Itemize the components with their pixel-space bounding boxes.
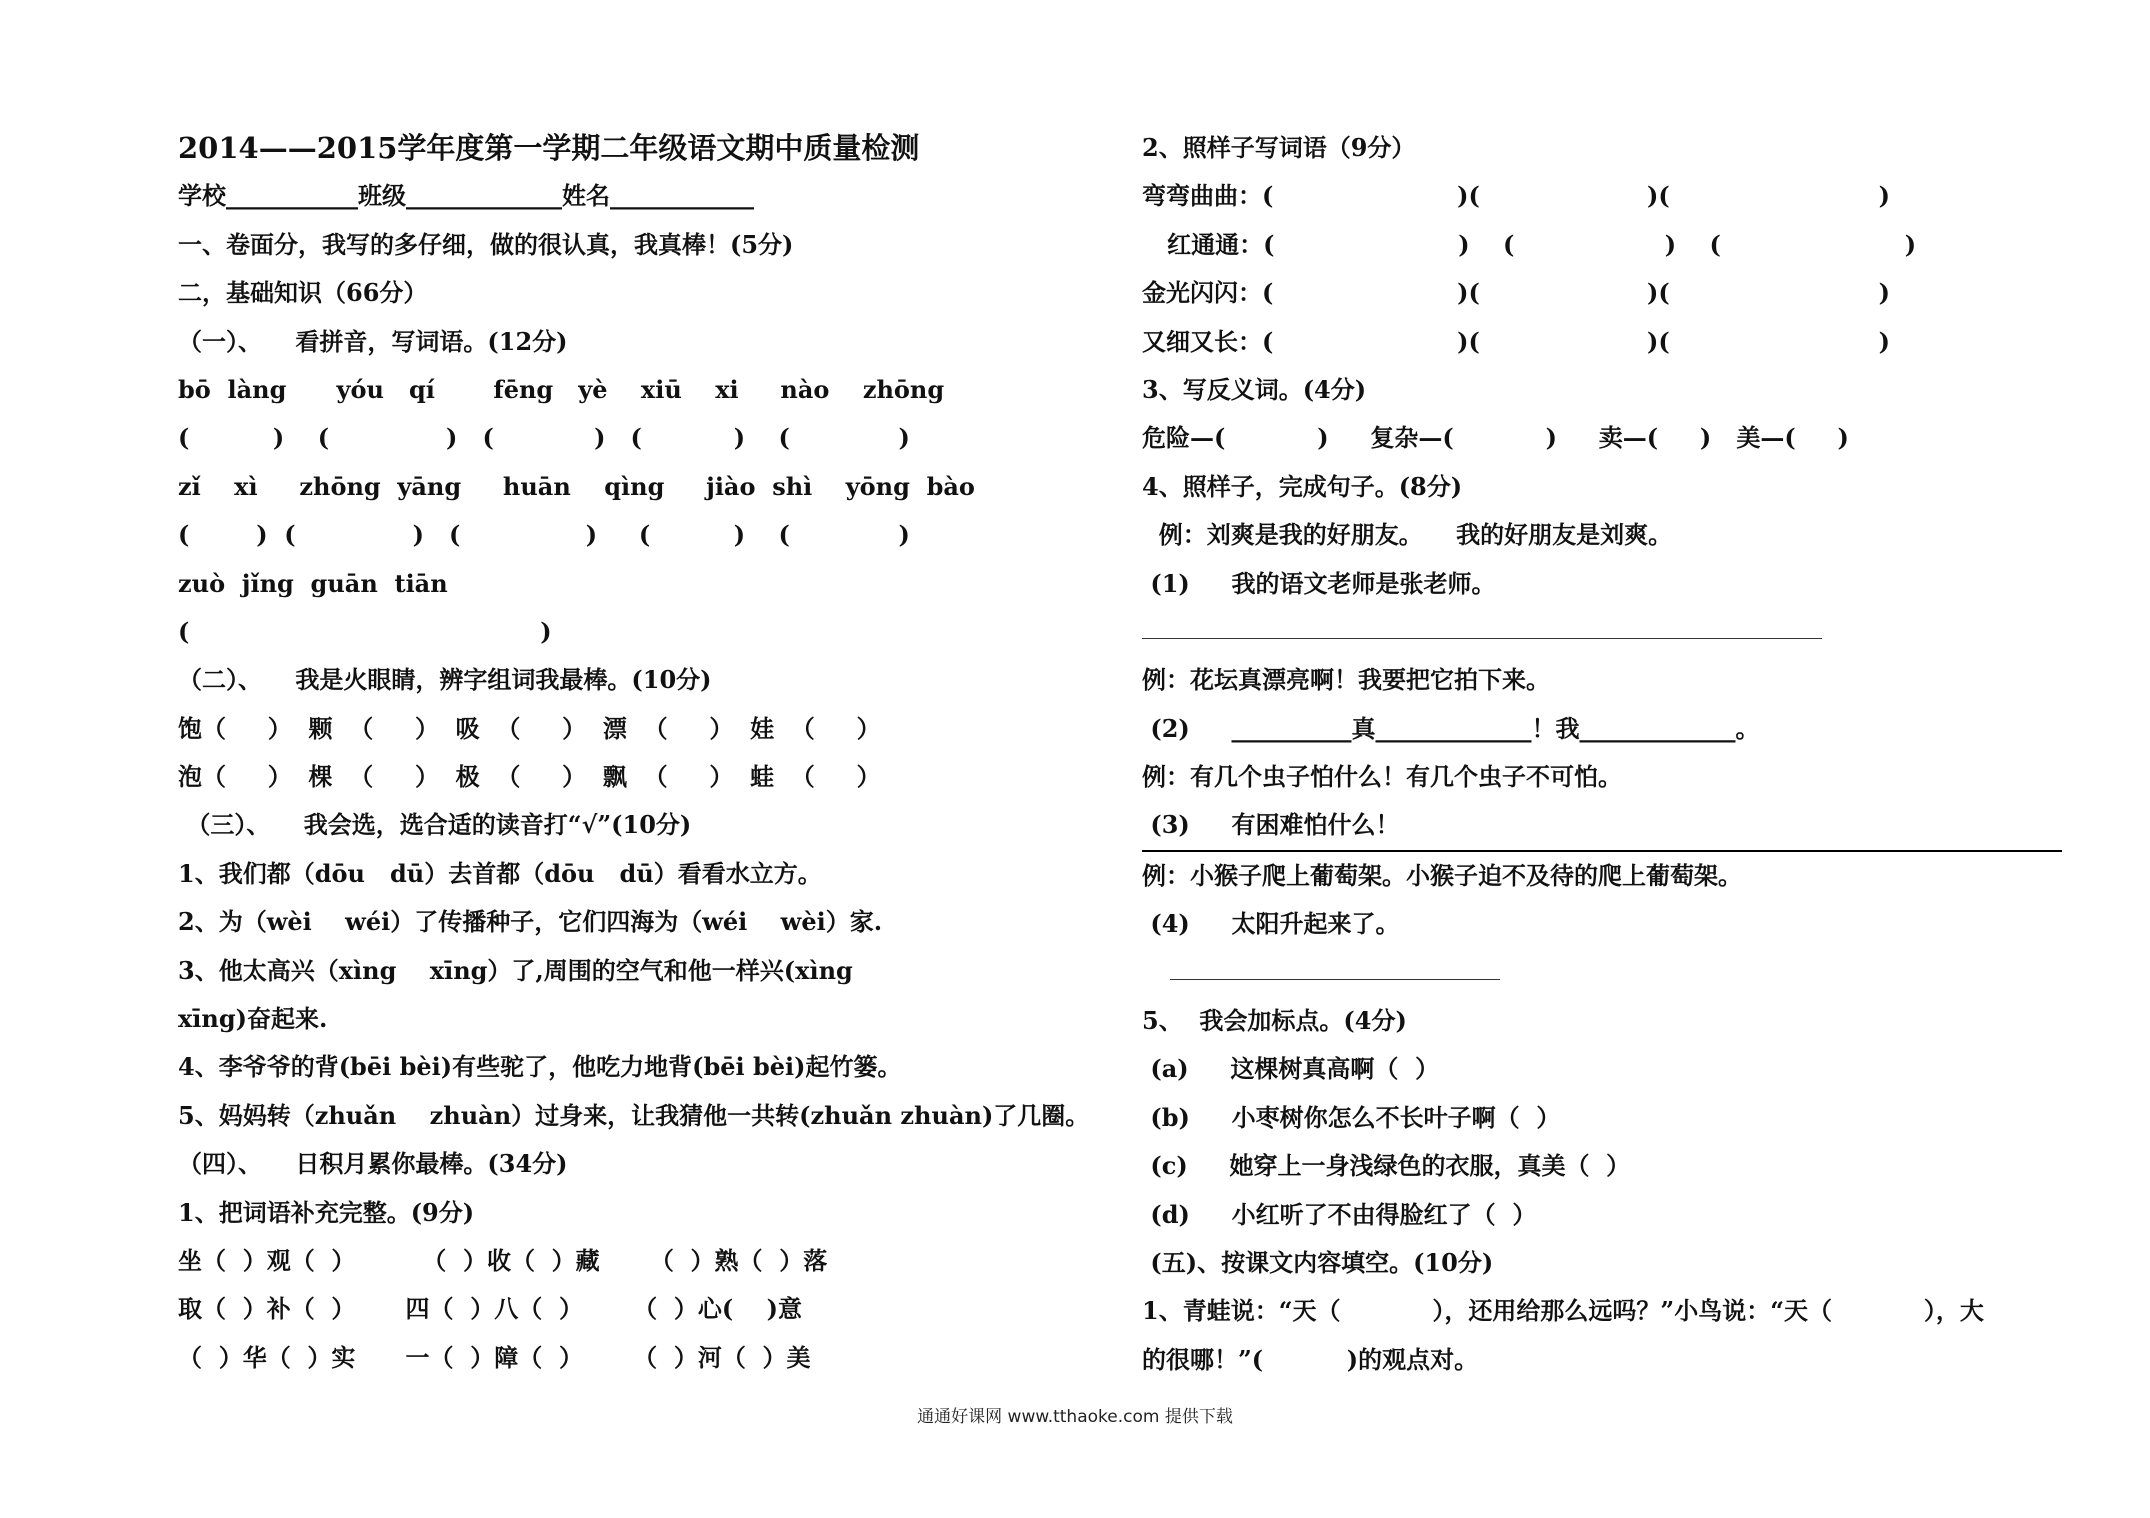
pinyin-row-2: zǐ xì zhōng yāng huān qìng jiào shì yōng bào	[178, 471, 975, 501]
antonym-row: 危险—( ) 复杂—( ) 卖—( ) 美—( )	[1142, 423, 1849, 453]
word-pattern-row-2: 红通通：( ) ( ) ( )	[1142, 229, 1917, 259]
sentence-q4: (4) 太阳升起来了。	[1142, 909, 1400, 939]
pronunciation-q5: 5、妈妈转（zhuǎn zhuàn）过身来，让我猜他一共转(zhuǎn zhuàn)了几圈。	[178, 1100, 1090, 1130]
footer-credit: 通通好课网 www.tthaoke.com 提供下载	[917, 1407, 1233, 1427]
punctuation-a: (a) 这棵树真高啊（ ）	[1142, 1054, 1440, 1084]
section-2-heading: 二，基础知识（66分）	[178, 278, 428, 308]
sentence-q1: (1) 我的语文老师是张老师。	[1142, 568, 1496, 598]
pronunciation-q2: 2、为（wèi wéi）了传播种子，它们四海为（wéi wèi）家.	[178, 907, 883, 937]
sentence-q2: (2) __________真_____________！我_____________。	[1142, 713, 1760, 743]
word-pattern-row-1: 弯弯曲曲：( )( )( )	[1142, 181, 1890, 211]
pronunciation-q3: 3、他太高兴（xìng xīng）了,周围的空气和他一样兴(xìng	[178, 955, 853, 985]
antonym-heading: 3、写反义词。(4分)	[1142, 374, 1367, 404]
word-pattern-row-4: 又细又长：( )( )( )	[1142, 326, 1890, 356]
char-group-row-1: 饱（ ） 颗 （ ） 吸 （ ） 漂 （ ） 娃 （ ）	[178, 713, 881, 743]
pinyin-row-1: bō làng yóu qí fēng yè xiū xi nào zhōng	[178, 374, 945, 404]
sentence-heading: 4、照样子，完成句子。(8分)	[1142, 471, 1463, 501]
exam-title: 2014——2015学年度第一学期二年级语文期中质量检测	[178, 131, 920, 165]
idiom-row-3: （ ）华（ ）实 一（ ）障（ ） （ ）河（ ）美	[178, 1342, 811, 1372]
part-2-heading: （二）、 我是火眼睛，辨字组词我最棒。(10分)	[178, 665, 712, 695]
section-1-heading: 一、卷面分，我写的多仔细，做的很认真，我真棒！(5分)	[178, 229, 794, 259]
char-group-row-2: 泡（ ） 棵 （ ） 极 （ ） 飘 （ ） 蛙 （ ）	[178, 762, 881, 792]
fill-in-q1: 1、青蛙说：“天（ ），还用给那么远吗？”小鸟说：“天（ ），大	[1142, 1296, 1984, 1326]
answer-blanks-row-1: ( ) ( ) ( ) ( ) ( )	[178, 423, 910, 453]
punctuation-heading: 5、 我会加标点。(4分)	[1142, 1006, 1407, 1036]
word-pattern-heading: 2、照样子写词语（9分）	[1142, 133, 1416, 162]
sentence-example-3: 例：有几个虫子怕什么！有几个虫子不可怕。	[1142, 762, 1622, 792]
right-column	[1142, 124, 2062, 1384]
idiom-row-1: 坐（ ）观（ ） （ ）收（ ）藏 （ ）熟（ ）落	[178, 1245, 828, 1275]
fill-in-q1-cont: 的很哪！”( )的观点对。	[1142, 1344, 1479, 1374]
sentence-example-2: 例：花坛真漂亮啊！我要把它拍下来。	[1142, 665, 1550, 695]
answer-blanks-row-3: ( )	[178, 616, 552, 646]
answer-line-q4	[1142, 949, 2062, 997]
sentence-example-4: 例：小猴子爬上葡萄架。小猴子迫不及待的爬上葡萄架。	[1142, 860, 1742, 890]
punctuation-c: (c) 她穿上一身浅绿色的衣服，真美（ ）	[1142, 1151, 1631, 1181]
idiom-row-2: 取（ ）补（ ） 四（ ）八（ ） （ ）心( )意	[178, 1294, 802, 1324]
pronunciation-q1: 1、我们都（dōu dū）去首都（dōu dū）看看水立方。	[178, 858, 822, 888]
student-info-line: 学校___________班级_____________姓名____________	[178, 181, 754, 211]
pronunciation-q3-cont: xīng)奋起来.	[178, 1004, 328, 1034]
sentence-example-1: 例：刘爽是我的好朋友。 我的好朋友是刘爽。	[1142, 520, 1673, 550]
answer-blanks-row-2: ( ) ( ) ( ) ( ) ( )	[178, 520, 910, 550]
punctuation-d: (d) 小红听了不由得脸红了（ ）	[1142, 1199, 1537, 1229]
part-1-heading: （一）、 看拼音，写词语。(12分)	[178, 326, 568, 356]
word-pattern-row-3: 金光闪闪：( )( )( )	[1142, 278, 1890, 308]
answer-line-q1	[1142, 608, 2062, 656]
part-5-heading: (五)、按课文内容填空。(10分)	[1142, 1247, 1494, 1277]
idiom-question-heading: 1、把词语补充完整。(9分)	[178, 1197, 475, 1227]
punctuation-b: (b) 小枣树你怎么不长叶子啊（ ）	[1142, 1102, 1561, 1132]
pinyin-row-3: zuò jǐng guān tiān	[178, 568, 448, 598]
part-3-heading: （三）、 我会选，选合适的读音打“√”(10分)	[178, 810, 692, 840]
sentence-q3: (3) 有困难怕什么！	[1142, 801, 2062, 851]
part-4-heading: （四）、 日积月累你最棒。(34分)	[178, 1149, 568, 1179]
pronunciation-q4: 4、李爷爷的背(bēi bèi)有些驼了，他吃力地背(bēi bèi)起竹篓。	[178, 1052, 902, 1082]
left-column	[178, 124, 1138, 1382]
